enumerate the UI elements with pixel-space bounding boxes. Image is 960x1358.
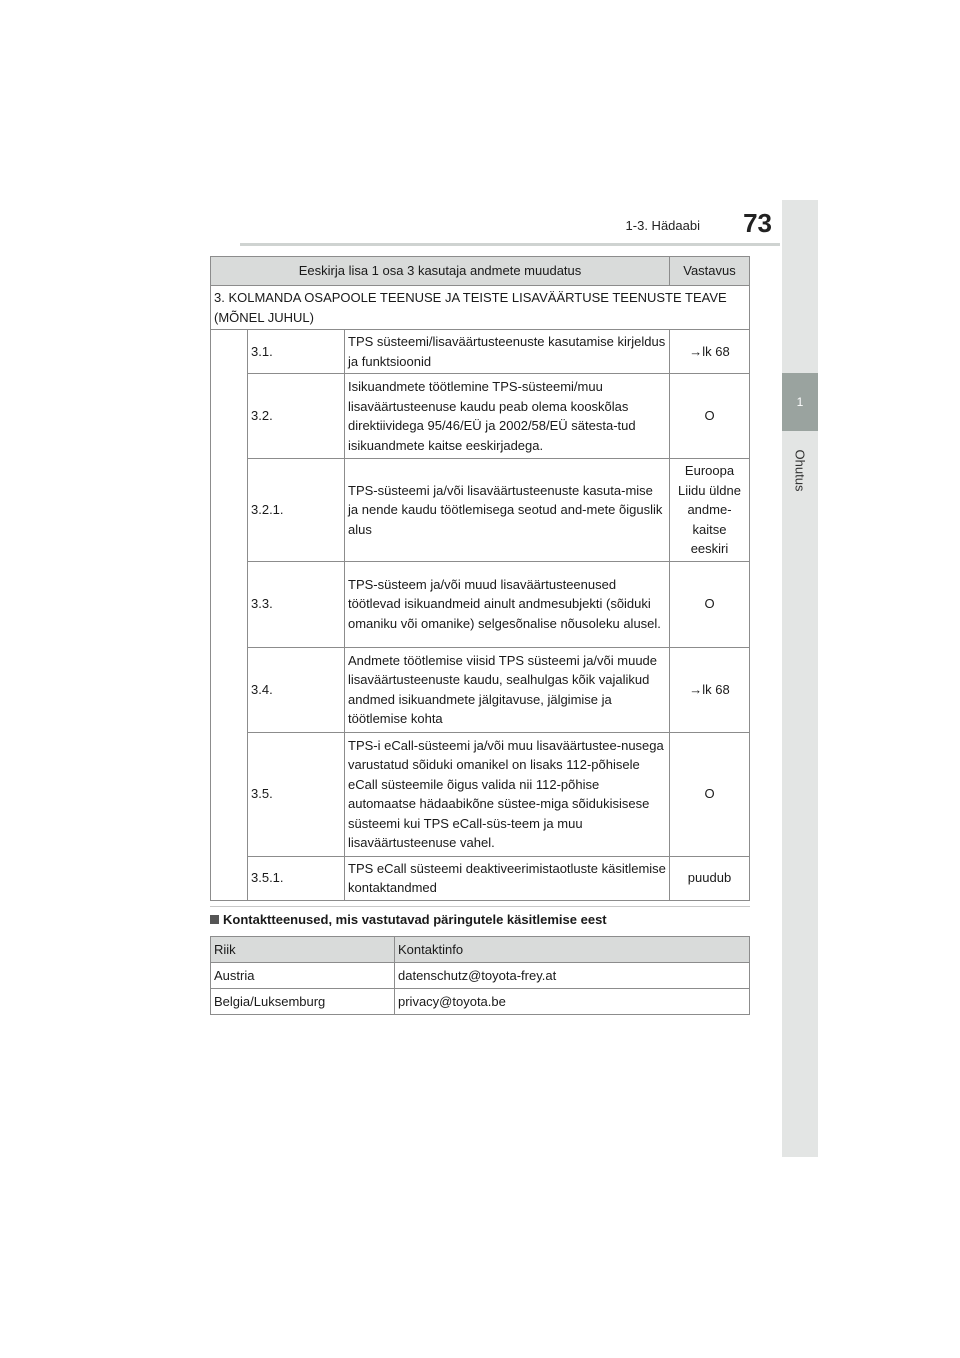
header-compliance: Vastavus xyxy=(670,257,750,286)
row-description: TPS-süsteem ja/või muud lisaväärtusteenused töötlevad isikuandmeid ainult andmesubjekti (sõiduki omaniku või omanike) selgesõnalise nõusoleku alusel. xyxy=(345,561,670,647)
contact-country: Austria xyxy=(211,963,395,989)
chapter-name-label: Ohutus xyxy=(792,449,808,491)
row-status: →lk 68 xyxy=(670,330,750,374)
compliance-table xyxy=(210,256,750,901)
row-status: →lk 68 xyxy=(670,647,750,732)
row-number: 3.2. xyxy=(248,374,345,459)
row-number: 3.5.1. xyxy=(248,856,345,900)
row-description: Andmete töötlemise viisid TPS süsteemi ja/või muude lisaväärtusteenuste kaudu, sealhulgas kõik vajalikud andmed isikuandmete jälgitavuse, jälgimise ja töötlemise kohta xyxy=(345,647,670,732)
row-description: TPS-süsteemi ja/või lisaväärtusteenuste kasuta-mise ja nende kaudu töötlemisega seotud and-mete õiguslik alus xyxy=(345,459,670,562)
table-row xyxy=(211,647,750,732)
compliance-header-row xyxy=(211,257,750,286)
chapter-name xyxy=(782,440,818,500)
compliance-rows xyxy=(211,330,750,901)
indent-cell xyxy=(211,330,248,901)
contact-row xyxy=(211,989,750,1015)
section-title: 1-3. Hädaabi xyxy=(625,218,700,233)
row-description: TPS süsteemi/lisaväärtusteenuste kasutamise kirjeldus ja funktsioonid xyxy=(345,330,670,374)
table-row xyxy=(211,856,750,900)
table-row xyxy=(211,330,750,374)
header-country: Riik xyxy=(211,937,395,963)
contact-info: datenschutz@toyota-frey.at xyxy=(395,963,750,989)
row-description: Isikuandmete töötlemine TPS-süsteemi/muu lisaväärtusteenuse kaudu peab olema kooskõlas direktiividega 95/46/EÜ ja 2002/58/EÜ sätesta-tud isikuandmete kaitse eeskirjadega. xyxy=(345,374,670,459)
contacts-heading xyxy=(210,912,750,927)
row-number: 3.5. xyxy=(248,732,345,856)
contacts-rows xyxy=(211,963,750,1015)
row-description: TPS eCall süsteemi deaktiveerimistaotluste käsitlemise kontaktandmed xyxy=(345,856,670,900)
row-status: O xyxy=(670,561,750,647)
square-bullet-icon xyxy=(210,915,219,924)
contact-country: Belgia/Luksemburg xyxy=(211,989,395,1015)
header-contact: Kontaktinfo xyxy=(395,937,750,963)
table-row xyxy=(211,561,750,647)
chapter-side-tab xyxy=(782,200,818,1157)
row-description: TPS-i eCall-süsteemi ja/või muu lisaväärtustee-nusega varustatud sõiduki omanikel on lisaks 112-põhisele eCall süsteemile õigus valida nii 112-põhise automaatse hädaabikõne süstee-miga sõidukisisese süsteemi kui TPS eCall-süs-teem ja muu lisaväärtusteenuse vahel. xyxy=(345,732,670,856)
row-status: puudub xyxy=(670,856,750,900)
table-row xyxy=(211,459,750,562)
header-rule xyxy=(240,243,780,246)
section-title-row xyxy=(211,286,750,330)
row-number: 3.3. xyxy=(248,561,345,647)
row-number: 3.1. xyxy=(248,330,345,374)
contacts-table xyxy=(210,936,750,1015)
row-status: Euroopa Liidu üldne andme-kaitse eeskiri xyxy=(670,459,750,562)
row-status: O xyxy=(670,732,750,856)
contact-row xyxy=(211,963,750,989)
row-status: O xyxy=(670,374,750,459)
row-number: 3.2.1. xyxy=(248,459,345,562)
row-number: 3.4. xyxy=(248,647,345,732)
section-divider xyxy=(210,906,750,907)
section-heading-cell: 3. KOLMANDA OSAPOOLE TEENUSE JA TEISTE LISAVÄÄRTUSE TEENUSTE TEAVE (MÕNEL JUHUL) xyxy=(211,286,750,330)
chapter-number: 1 xyxy=(782,373,818,431)
table-row xyxy=(211,374,750,459)
contacts-header-row xyxy=(211,937,750,963)
header-regulation: Eeskirja lisa 1 osa 3 kasutaja andmete muudatus xyxy=(211,257,670,286)
page-number: 73 xyxy=(743,208,772,238)
table-row xyxy=(211,732,750,856)
contact-info: privacy@toyota.be xyxy=(395,989,750,1015)
contacts-heading-text: Kontaktteenused, mis vastutavad päringutele käsitlemise eest xyxy=(223,912,607,927)
